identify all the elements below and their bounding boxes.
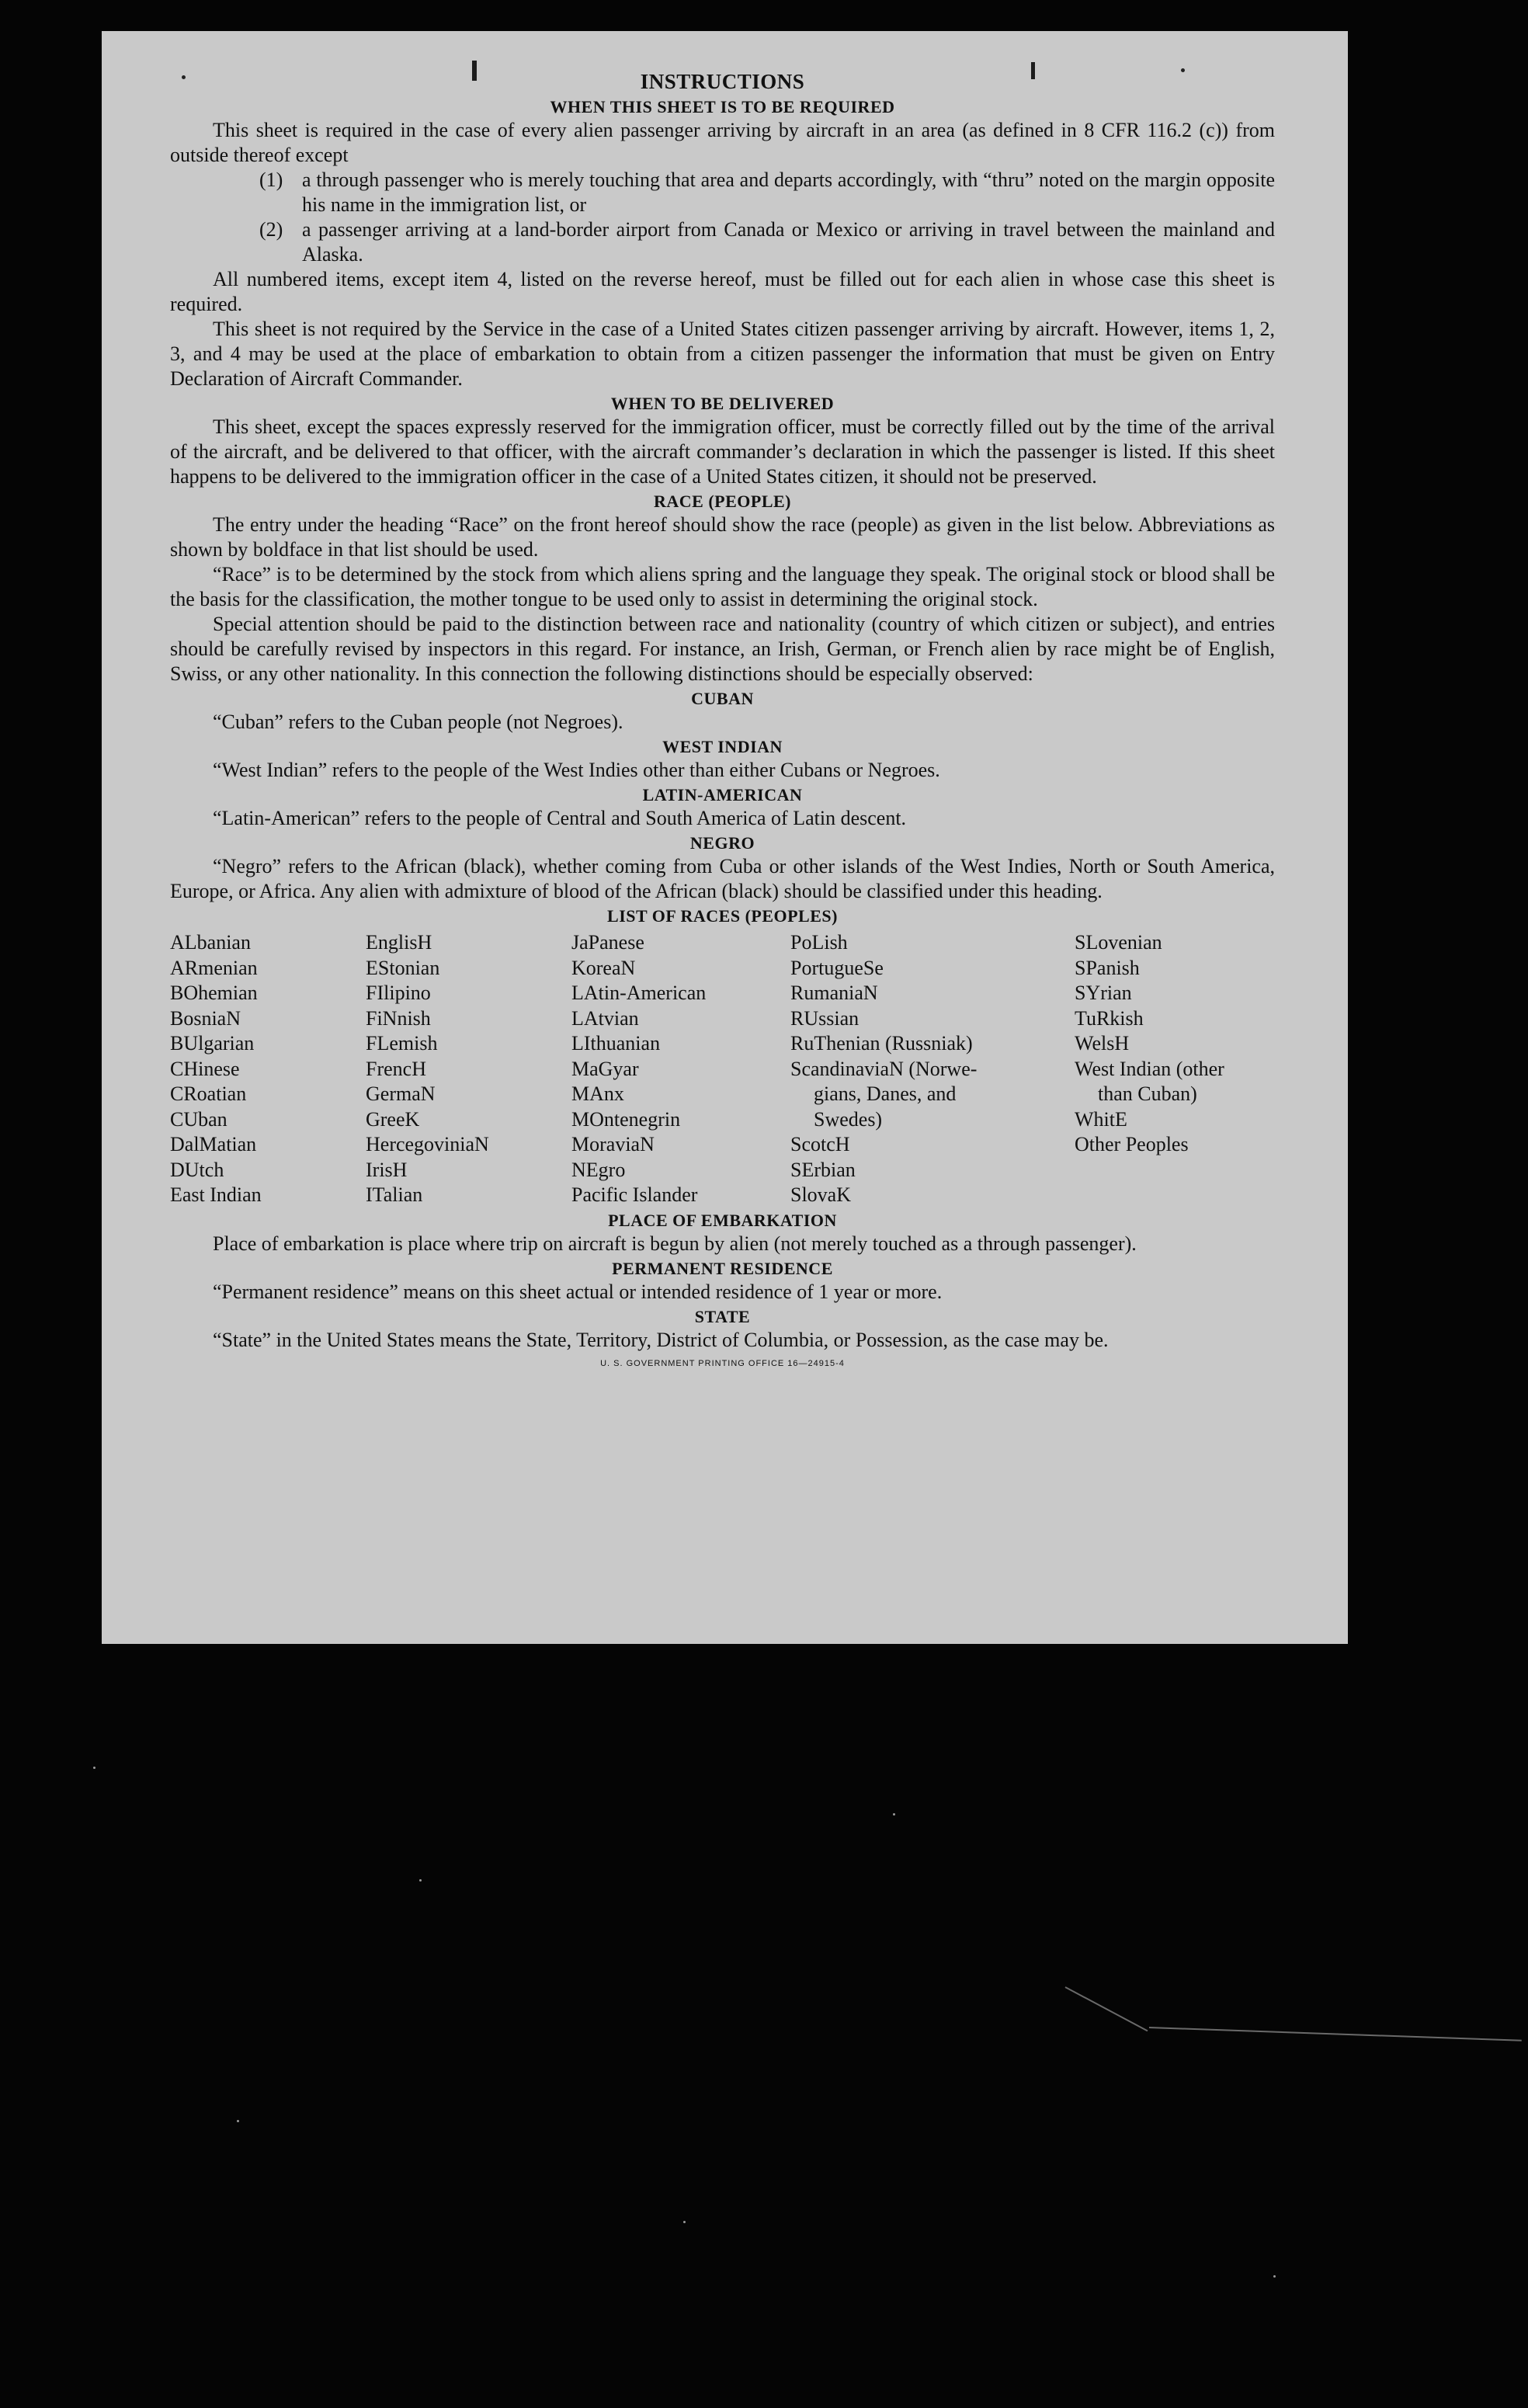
race-entry: ITalian	[366, 1183, 423, 1206]
race-entry: PortugueSe	[790, 956, 884, 979]
race-entry: FLemish	[366, 1032, 438, 1055]
section-heading-when-delivered: WHEN TO BE DELIVERED	[610, 394, 835, 413]
race-entry: MAnx	[571, 1082, 624, 1105]
speck	[1181, 68, 1185, 72]
race-entry: DalMatian	[170, 1133, 257, 1155]
speck	[93, 1767, 96, 1769]
race-entry: SlovaK	[790, 1183, 851, 1206]
race-entry: SYrian	[1075, 982, 1132, 1004]
race-entry-continued: gians, Danes, and	[814, 1082, 957, 1105]
race-entry: WhitE	[1075, 1107, 1127, 1131]
film-scratch	[1149, 2027, 1522, 2041]
races-column	[366, 930, 571, 1208]
race-entry: JaPanese	[571, 931, 644, 954]
race-entry: WelsH	[1075, 1032, 1130, 1055]
race-entry: CHinese	[170, 1057, 240, 1080]
paragraph: Special attention should be paid to the distinction between race and nationality (country of which citizen or subject), and entries should be carefully revised by inspectors in this regard. For instance, an Irish, German, or French alien by race might be of English, Swiss, or any other nationality. In this connection the following distinctions should be especially observed:	[170, 613, 1275, 685]
race-entry: PoLish	[790, 931, 848, 954]
race-entry: MoraviaN	[571, 1133, 655, 1155]
item-number: (2)	[259, 218, 283, 241]
speck	[419, 1879, 422, 1882]
section-heading-embarkation: PLACE OF EMBARKATION	[608, 1210, 837, 1230]
race-entry: Pacific Islander	[571, 1183, 698, 1206]
paragraph: “Negro” refers to the African (black), whether coming from Cuba or other islands of the West Indies, North or South America, Europe, or Africa. Any alien with admixture of blood of the African (black) should be classified under this heading.	[170, 855, 1275, 902]
section-heading-list-of-races: LIST OF RACES (PEOPLES)	[607, 906, 838, 926]
race-entry: CRoatian	[170, 1082, 247, 1105]
race-entry: ScandinaviaN (Norwe-	[790, 1057, 978, 1080]
races-list	[170, 930, 1275, 1208]
race-entry-continued: Swedes)	[814, 1107, 883, 1131]
race-entry: MaGyar	[571, 1057, 639, 1080]
printing-office-imprint: U. S. GOVERNMENT PRINTING OFFICE 16—24915-4	[600, 1358, 845, 1368]
race-entry: SErbian	[790, 1158, 856, 1181]
race-entry: LAtin-American	[571, 982, 707, 1004]
races-column	[571, 930, 790, 1208]
race-entry: Other Peoples	[1075, 1133, 1189, 1155]
section-heading-race: RACE (PEOPLE)	[654, 492, 791, 511]
race-entry: TuRkish	[1075, 1006, 1144, 1030]
paragraph: All numbered items, except item 4, listed on the reverse hereof, must be filled out for each alien in whose case this sheet is required.	[170, 268, 1275, 315]
race-entry: RuThenian (Russniak)	[790, 1032, 973, 1055]
race-entry: NEgro	[571, 1158, 626, 1181]
race-entry: FiNnish	[366, 1006, 431, 1030]
race-entry: LIthuanian	[571, 1032, 661, 1055]
paragraph: The entry under the heading “Race” on the front hereof should show the race (people) as given in the list below. Abbreviations as shown by boldface in that list should be used.	[170, 513, 1275, 561]
paragraph: “Race” is to be determined by the stock from which aliens spring and the language they speak. The original stock or blood shall be the basis for the classification, the mother tongue to be used only to assist in determining the original stock.	[170, 563, 1275, 610]
race-entry: BosniaN	[170, 1006, 241, 1030]
race-entry: ALbanian	[170, 931, 251, 954]
race-entry-continued: than Cuban)	[1098, 1082, 1197, 1105]
race-entry: KoreaN	[571, 956, 636, 979]
paragraph: “West Indian” refers to the people of the West Indies other than either Cubans or Negroes.	[213, 759, 940, 781]
race-entry: BUlgarian	[170, 1032, 255, 1055]
item-number: (1)	[259, 169, 283, 191]
section-heading-when-required: WHEN THIS SHEET IS TO BE REQUIRED	[550, 97, 895, 116]
races-column	[790, 930, 1075, 1208]
race-entry: FIlipino	[366, 982, 431, 1004]
race-entry: SLovenian	[1075, 931, 1162, 954]
paragraph: This sheet is required in the case of every alien passenger arriving by aircraft in an area (as defined in 8 CFR 116.2 (c)) from outside thereof except	[170, 119, 1275, 166]
speck	[893, 1813, 895, 1816]
film-scratch	[1065, 1986, 1148, 2031]
race-entry: East Indian	[170, 1183, 262, 1206]
race-entry: LAtvian	[571, 1006, 639, 1030]
paragraph: Place of embarkation is place where trip on aircraft is begun by alien (not merely touched as a through passenger).	[213, 1232, 1137, 1255]
section-heading-permanent-residence: PERMANENT RESIDENCE	[612, 1258, 833, 1278]
paragraph: This sheet is not required by the Service in the case of a United States citizen passenger arriving by aircraft. However, items 1, 2, 3, and 4 may be used at the place of embarkation to obtain from a citizen passenger the information that must be given on Entry Declaration of Aircraft Commander.	[170, 318, 1275, 390]
race-entry: DUtch	[170, 1158, 224, 1181]
speck	[237, 2120, 239, 2122]
punch-mark-right	[1031, 62, 1035, 79]
item-text: a passenger arriving at a land-border airport from Canada or Mexico or arriving in travel between the mainland and Alaska.	[302, 218, 1275, 266]
numbered-item	[259, 217, 1275, 267]
race-entry: ARmenian	[170, 956, 258, 979]
race-entry: FrencH	[366, 1057, 426, 1080]
section-heading-cuban: CUBAN	[691, 689, 754, 708]
race-entry: ScotcH	[790, 1133, 850, 1155]
speck	[182, 75, 186, 79]
paragraph: This sheet, except the spaces expressly reserved for the immigration officer, must be correctly filled out by the time of the arrival of the aircraft, and be delivered to that officer, with the aircraft commander’s declaration in which the passenger is listed. If this sheet happens to be delivered to the immigration officer in the case of a United States citizen, it should not be preserved.	[170, 415, 1275, 488]
page-title: INSTRUCTIONS	[640, 70, 805, 93]
speck	[1273, 2275, 1276, 2278]
races-column	[1075, 930, 1275, 1208]
paragraph: “Cuban” refers to the Cuban people (not Negroes).	[213, 711, 623, 733]
race-entry: HercegoviniaN	[366, 1133, 489, 1155]
paragraph: “Permanent residence” means on this sheet actual or intended residence of 1 year or more.	[213, 1280, 943, 1303]
race-entry: West Indian (other	[1075, 1057, 1224, 1080]
section-heading-latin-american: LATIN-AMERICAN	[642, 785, 803, 804]
section-heading-negro: NEGRO	[689, 833, 755, 853]
race-entry: IrisH	[366, 1158, 408, 1181]
race-entry: GreeK	[366, 1107, 420, 1131]
race-entry: SPanish	[1075, 956, 1140, 979]
races-column	[170, 930, 366, 1208]
section-heading-west-indian: WEST INDIAN	[662, 737, 783, 756]
paragraph: “Latin-American” refers to the people of Central and South America of Latin descent.	[213, 807, 907, 829]
race-entry: GermaN	[366, 1082, 436, 1105]
race-entry: MOntenegrin	[571, 1107, 681, 1131]
race-entry: EStonian	[366, 956, 440, 979]
item-text: a through passenger who is merely touching that area and departs accordingly, with “thru” noted on the margin opposite his name in the immigration list, or	[302, 169, 1275, 216]
paragraph: “State” in the United States means the State, Territory, District of Columbia, or Possession, as the case may be.	[213, 1328, 1109, 1351]
numbered-item	[259, 168, 1275, 217]
section-heading-state: STATE	[694, 1306, 751, 1326]
punch-mark-left	[472, 61, 477, 81]
race-entry: RUssian	[790, 1006, 860, 1030]
race-entry: CUban	[170, 1107, 227, 1131]
race-entry: RumaniaN	[790, 982, 878, 1004]
race-entry: BOhemian	[170, 982, 258, 1004]
speck	[683, 2221, 686, 2223]
document-sheet	[102, 31, 1348, 1644]
race-entry: EnglisH	[366, 931, 432, 954]
